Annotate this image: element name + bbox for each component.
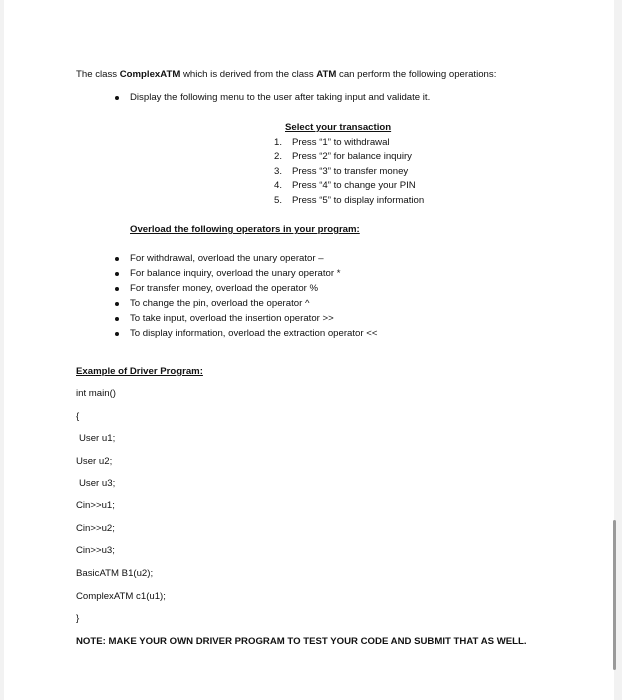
operator-item: For withdrawal, overload the unary operator – — [130, 253, 324, 264]
code-line: User u1; — [79, 433, 116, 444]
code-line: ComplexATM c1(u1); — [76, 591, 166, 602]
operator-item: For transfer money, overload the operator % — [130, 283, 319, 294]
operator-item: To change the pin, overload the operator ^ — [130, 298, 310, 309]
operator-item: To display information, overload the extraction operator << — [130, 328, 378, 339]
menu-item-number: 3. — [274, 166, 283, 177]
menu-item: Press “2” for balance inquiry — [292, 151, 412, 162]
code-line: int main() — [76, 388, 116, 399]
menu-item-number: 5. — [274, 195, 283, 206]
menu-item-number: 1. — [274, 137, 283, 148]
menu-item: Press “5” to display information — [292, 195, 425, 206]
intro-class-atm: ATM — [316, 69, 337, 80]
menu-item: Press “4” to change your PIN — [292, 180, 416, 191]
note-text: NOTE: MAKE YOUR OWN DRIVER PROGRAM TO TEST YOUR CODE AND SUBMIT THAT AS WELL. — [76, 636, 527, 647]
operator-item: To take input, overload the insertion operator >> — [130, 313, 334, 324]
intro-mid: which is derived from the class — [180, 69, 317, 80]
display-menu-bullet: Display the following menu to the user after taking input and validate it. — [130, 92, 431, 103]
code-line: Cin>>u2; — [76, 523, 115, 534]
intro-suffix: can perform the following operations: — [336, 69, 497, 80]
code-line: } — [76, 613, 80, 624]
intro-prefix: The class — [76, 69, 120, 80]
code-line: User u3; — [79, 478, 116, 489]
code-line: Cin>>u3; — [76, 545, 115, 556]
bullet-dot — [115, 302, 119, 306]
menu-item: Press “1” to withdrawal — [292, 137, 390, 148]
code-line: BasicATM B1(u2); — [76, 568, 154, 579]
bullet-dot — [115, 257, 119, 261]
code-line: { — [76, 411, 80, 422]
menu-item: Press “3” to transfer money — [292, 166, 409, 177]
intro-paragraph — [76, 69, 496, 81]
menu-item-number: 2. — [274, 151, 283, 162]
bullet-dot — [115, 317, 119, 321]
intro-class-complexatm: ComplexATM — [119, 69, 181, 80]
scrollbar[interactable] — [613, 520, 616, 670]
code-line: User u2; — [76, 456, 113, 467]
bullet-dot — [115, 287, 119, 291]
bullet-dot — [115, 332, 119, 336]
bullet-dot — [115, 96, 119, 100]
code-line: Cin>>u1; — [76, 500, 115, 511]
menu-title: Select your transaction — [285, 122, 392, 133]
menu-item-number: 4. — [274, 180, 283, 191]
overload-heading: Overload the following operators in your program: — [130, 224, 360, 235]
bullet-dot — [115, 272, 119, 276]
operator-item: For balance inquiry, overload the unary operator * — [130, 268, 341, 279]
driver-heading: Example of Driver Program: — [76, 366, 203, 377]
